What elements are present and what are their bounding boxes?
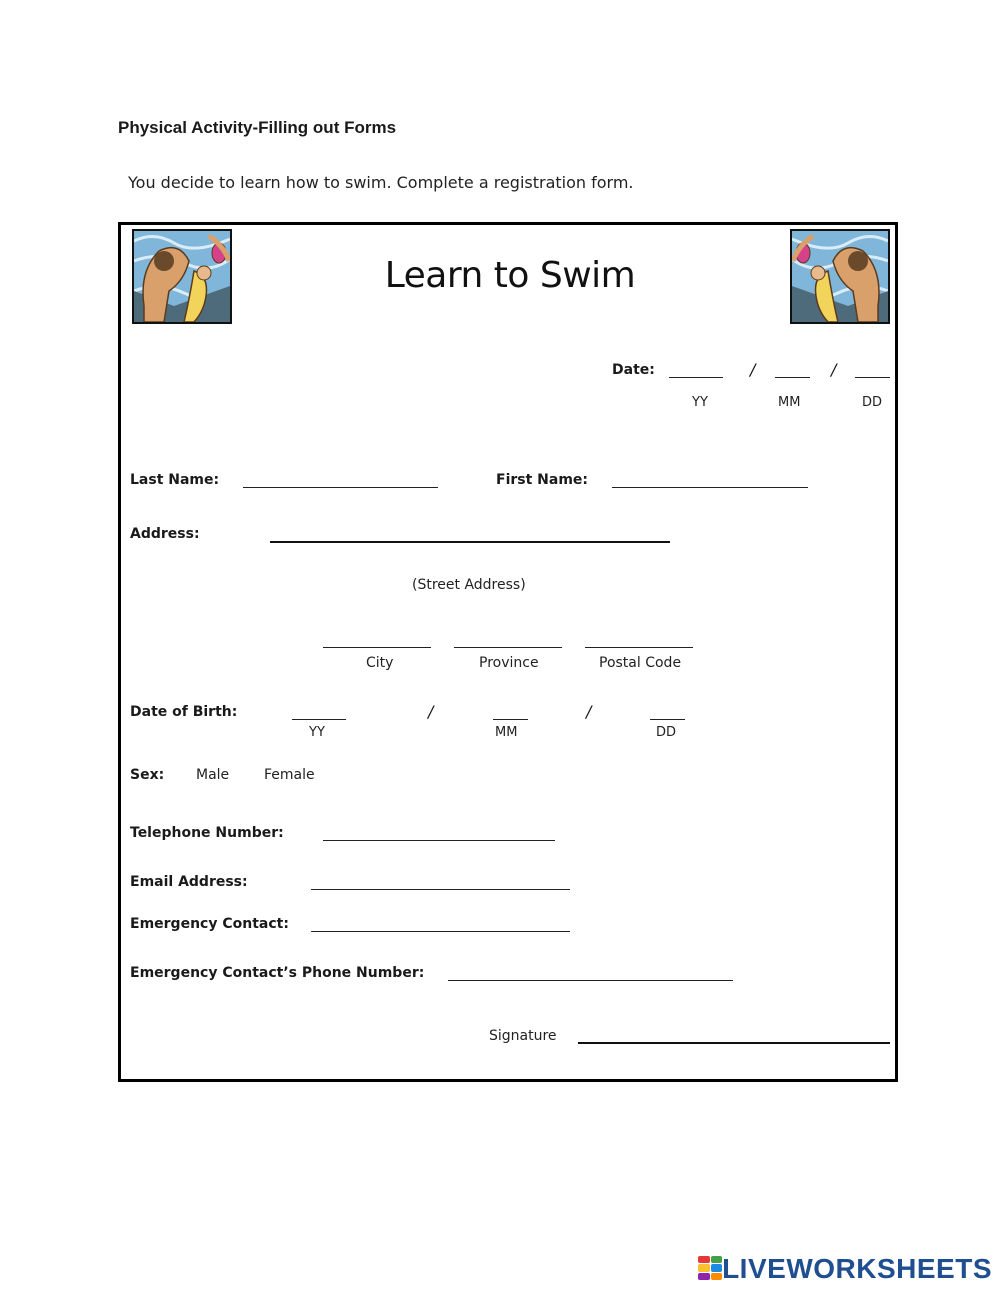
dob-label: Date of Birth: — [130, 704, 238, 720]
date-yy-caption: YY — [692, 395, 708, 410]
address-label: Address: — [130, 526, 200, 542]
date-yy-input[interactable] — [669, 377, 723, 378]
instructions: You decide to learn how to swim. Complete a registration form. — [128, 173, 634, 192]
last-name-input[interactable] — [243, 487, 438, 488]
signature-input[interactable] — [578, 1042, 890, 1044]
sex-option-female[interactable]: Female — [264, 767, 315, 783]
date-dd-caption: DD — [862, 395, 883, 410]
dob-dd-caption: DD — [656, 725, 677, 740]
emergency-phone-label: Emergency Contact’s Phone Number: — [130, 965, 425, 981]
liveworksheets-logo-icon — [698, 1256, 722, 1280]
swimmer-clipart-right — [790, 229, 890, 324]
brand-wordmark: LIVEWORKSHEETS — [722, 1253, 992, 1284]
dob-mm-input[interactable] — [493, 719, 528, 720]
postal-code-caption: Postal Code — [599, 655, 682, 671]
dob-yy-input[interactable] — [292, 719, 346, 720]
swimmer-clipart-left — [132, 229, 232, 324]
first-name-input[interactable] — [612, 487, 808, 488]
city-input[interactable] — [323, 647, 431, 648]
province-input[interactable] — [454, 647, 562, 648]
first-name-label: First Name: — [496, 472, 589, 488]
city-caption: City — [366, 655, 394, 671]
date-separator: / — [750, 360, 756, 379]
telephone-input[interactable] — [323, 840, 555, 841]
date-separator: / — [831, 360, 837, 379]
page-title: Physical Activity-Filling out Forms — [118, 118, 397, 137]
dob-mm-caption: MM — [495, 725, 518, 740]
date-label: Date: — [612, 362, 655, 378]
email-label: Email Address: — [130, 874, 248, 890]
sex-option-male[interactable]: Male — [196, 767, 230, 783]
postal-code-input[interactable] — [585, 647, 693, 648]
dob-separator: / — [586, 702, 592, 721]
street-address-caption: (Street Address) — [412, 577, 526, 593]
date-mm-caption: MM — [778, 395, 801, 410]
street-address-input[interactable] — [270, 541, 670, 543]
signature-label: Signature — [489, 1028, 557, 1044]
emergency-phone-input[interactable] — [448, 980, 733, 981]
dob-yy-caption: YY — [309, 725, 325, 740]
emergency-contact-label: Emergency Contact: — [130, 916, 289, 932]
dob-dd-input[interactable] — [650, 719, 685, 720]
form-box — [118, 222, 898, 1082]
date-mm-input[interactable] — [775, 377, 810, 378]
form-title: Learn to Swim — [384, 255, 636, 296]
emergency-contact-input[interactable] — [311, 931, 570, 932]
last-name-label: Last Name: — [130, 472, 220, 488]
telephone-label: Telephone Number: — [130, 825, 284, 841]
dob-separator: / — [428, 702, 434, 721]
province-caption: Province — [479, 655, 539, 671]
email-input[interactable] — [311, 889, 570, 890]
sex-label: Sex: — [130, 767, 165, 783]
date-dd-input[interactable] — [855, 377, 890, 378]
